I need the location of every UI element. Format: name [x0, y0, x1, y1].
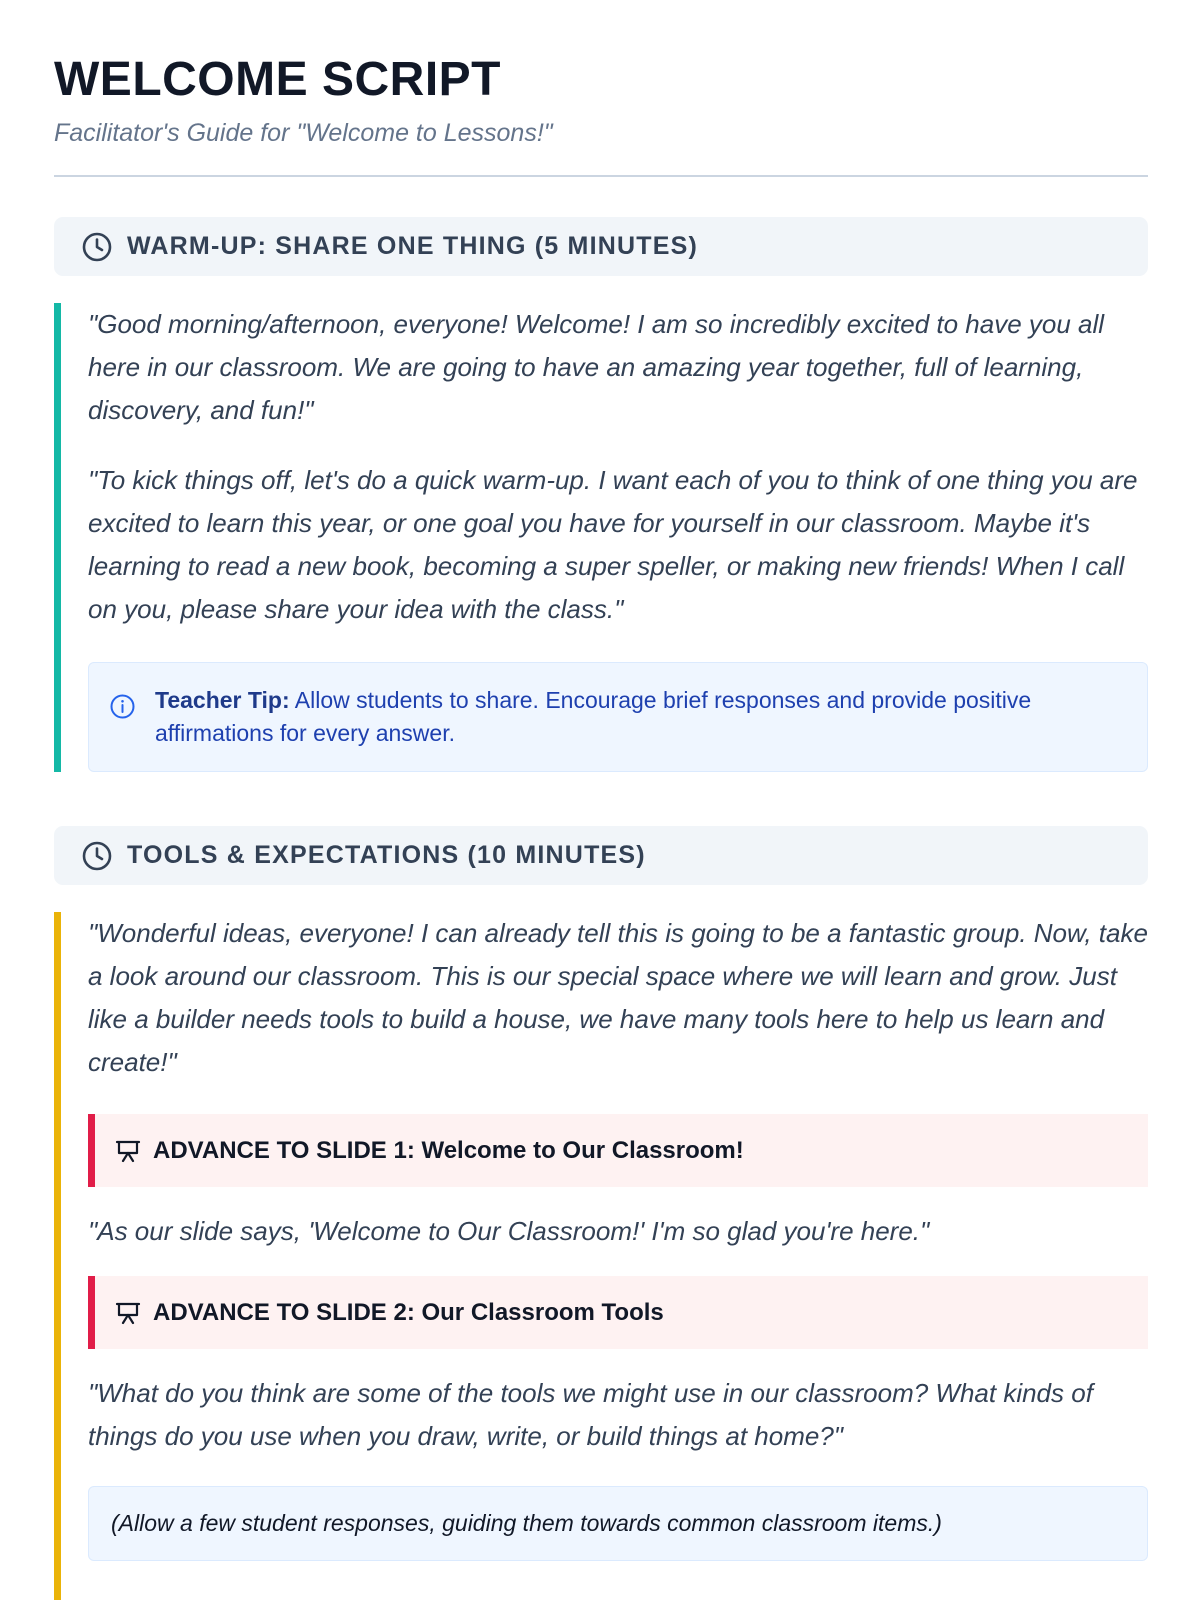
slide-cue — [88, 1276, 1148, 1349]
section-body-warm-up — [54, 303, 1148, 772]
section-heading: TOOLS & EXPECTATIONS (10 MINUTES) — [127, 841, 646, 869]
info-icon — [109, 693, 136, 720]
section-header-tools — [54, 826, 1148, 885]
tip-text: Allow students to share. Encourage brief responses and provide positive affirmations for every answer. — [155, 687, 1032, 746]
script-quote: "Good morning/afternoon, everyone! Welcome! I am so incredibly excited to have you all here in our classroom. We are going to have an amazing year together, full of learning, discovery, and fun!" — [88, 309, 1105, 425]
section-accent-bar — [54, 303, 61, 772]
presentation-icon — [115, 1300, 141, 1326]
page-subtitle: Facilitator's Guide for "Welcome to Lessons!" — [54, 119, 553, 147]
presentation-icon — [115, 1138, 141, 1164]
script-quote: "To kick things off, let's do a quick warm-up. I want each of you to think of one thing you are excited to learn this year, or one goal you have for yourself in our classroom. Maybe it's learning to read a new book, becoming a super speller, or making new friends! When I call on you, please share your idea with the class." — [88, 465, 1138, 624]
clock-icon — [81, 840, 113, 872]
script-quote: "What do you think are some of the tools we might use in our classroom? What kinds of things do you use when you draw, write, or build things at home?" — [88, 1378, 1093, 1451]
facilitator-note-text: (Allow a few student responses, guiding them towards common classroom items.) — [111, 1510, 942, 1536]
section-body-tools — [54, 912, 1148, 1600]
page-title: WELCOME SCRIPT — [54, 53, 501, 106]
clock-icon — [81, 231, 113, 263]
slide-cue — [88, 1114, 1148, 1187]
header-divider — [54, 175, 1148, 177]
slide-cue-text: ADVANCE TO SLIDE 2: Our Classroom Tools — [153, 1298, 664, 1326]
section-accent-bar — [54, 912, 61, 1600]
section-heading: WARM-UP: SHARE ONE THING (5 MINUTES) — [127, 232, 698, 260]
slide-cue-text: ADVANCE TO SLIDE 1: Welcome to Our Classroom! — [153, 1136, 744, 1164]
tip-label: Teacher Tip: — [155, 687, 290, 713]
teacher-tip — [88, 662, 1148, 772]
section-header-warm-up — [54, 217, 1148, 276]
script-quote: "As our slide says, 'Welcome to Our Classroom!' I'm so glad you're here." — [88, 1216, 930, 1246]
facilitator-note — [88, 1486, 1148, 1561]
script-quote: "Wonderful ideas, everyone! I can already tell this is going to be a fantastic group. Now, take a look around our classroom. This is our special space where we will learn and grow. Just like a builder needs tools to build a house, we have many tools here to help us learn and create!" — [88, 918, 1148, 1077]
